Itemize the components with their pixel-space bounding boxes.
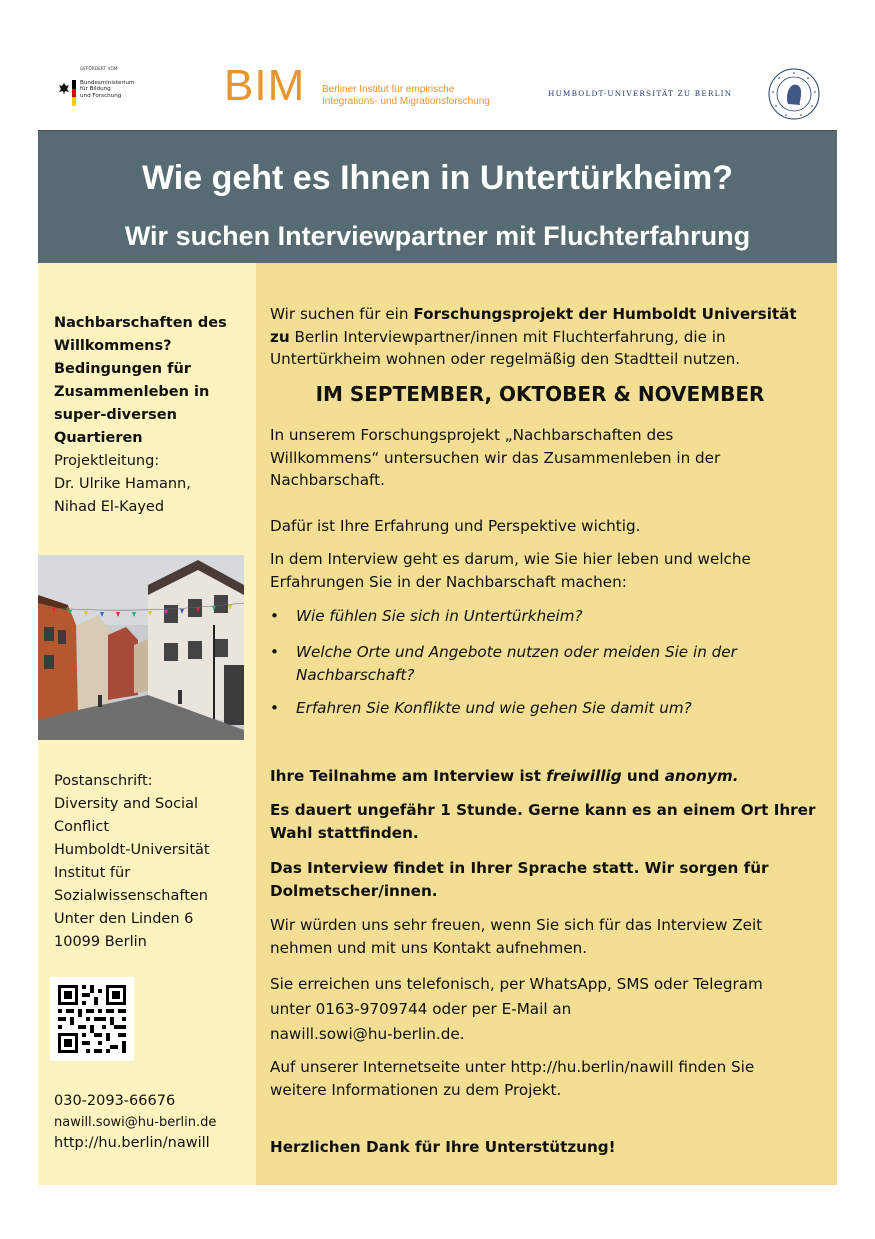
paragraph-interview: In dem Interview geht es darum, wie Sie hier leben und welche Erfahrungen Sie in der Nachbarschaft machen:: [270, 550, 751, 591]
paragraph-contact-wish: Wir würden uns sehr freuen, wenn Sie sich für das Interview Zeit nehmen und mit uns Kontakt aufnehmen.: [270, 916, 763, 957]
months-heading: IM SEPTEMBER, OKTOBER & NOVEMBER: [315, 382, 765, 406]
intro-paragraph: Wir suchen für ein Forschungsprojekt der Humboldt Universität zu Berlin Interviewpartner/innen mit Fluchterfahrung, die in Untertürkheim wohnen oder regelmäßig den Stadtteil nutzen.: [270, 305, 797, 368]
postal-address: Postanschrift: Diversity and Social Conflict Humboldt-Universität Institut für Sozialwissenschaften Unter den Linden 6 10099 Berlin: [54, 773, 210, 950]
email-link[interactable]: nawill.sowi@hu-berlin.de: [54, 1115, 217, 1130]
bmbf-logo: [58, 66, 148, 112]
duration-note: Es dauert ungefähr 1 Stunde. Gerne kann es an einem Ort Ihrer Wahl stattfinden.: [270, 801, 816, 842]
paragraph-website: Auf unserer Internetseite unter http://hu.berlin/nawill finden Sie weitere Informationen zu dem Projekt.: [270, 1058, 755, 1099]
eagle-icon: [58, 82, 70, 96]
paragraph-contact-info: Sie erreichen uns telefonisch, per WhatsApp, SMS oder Telegram unter 0163-9709744 oder per E-Mail an nawill.sowi@hu-berlin.de.: [270, 975, 763, 1043]
contact-block: [54, 1091, 254, 1154]
address-label: Postanschrift:: [54, 773, 153, 789]
list-item: • Erfahren Sie Konflikte und wie gehen Sie damit um?: [270, 699, 692, 717]
phone-number: 030-2093-66676: [54, 1093, 176, 1109]
bim-name: Berliner Institut für empirische Integrations- und Migrationsforschung: [322, 84, 490, 107]
project-title: Nachbarschaften des Willkommens? Bedingungen für Zusammenleben in super-diversen Quartieren Projektleitung: Dr. Ulrike Hamann, Nihad El-Kayed: [54, 315, 227, 515]
web-link[interactable]: http://hu.berlin/nawill: [54, 1135, 210, 1151]
street-photo: [38, 555, 244, 740]
list-item: • Welche Orte und Angebote nutzen oder meiden Sie in der Nachbarschaft?: [270, 643, 737, 684]
bmbf-funded-label: GEFÖRDERT VOM: [80, 66, 118, 71]
project-lead-label: Projektleitung:: [54, 453, 160, 469]
paragraph-experience: Dafür ist Ihre Erfahrung und Perspektive wichtig.: [270, 517, 641, 535]
title-banner: [38, 130, 837, 264]
page-title: Wie geht es Ihnen in Untertürkheim?: [142, 159, 733, 197]
hu-name: HUMBOLDT-UNIVERSITÄT ZU BERLIN: [548, 89, 733, 98]
language-note: Das Interview findet in Ihrer Sprache statt. Wir sorgen für Dolmetscher/innen.: [270, 859, 769, 900]
page-subtitle: Wir suchen Interviewpartner mit Fluchterfahrung: [124, 221, 751, 251]
participation-note: Ihre Teilnahme am Interview ist freiwillig und anonym.: [270, 767, 739, 785]
bim-logo: BIM: [224, 61, 306, 110]
list-item: • Wie fühlen Sie sich in Untertürkheim?: [270, 607, 583, 625]
bmbf-name: Bundesministerium für Bildung und Forschung: [80, 80, 135, 99]
qr-code-icon[interactable]: [50, 977, 134, 1061]
hu-seal-icon: [768, 68, 820, 120]
german-flag-icon: [72, 80, 76, 106]
thanks-line: Herzlichen Dank für Ihre Unterstützung!: [270, 1138, 616, 1156]
paragraph-project: In unserem Forschungsprojekt „Nachbarschaften des Willkommens“ untersuchen wir das Zusammenleben in der Nachbarschaft.: [270, 426, 721, 489]
